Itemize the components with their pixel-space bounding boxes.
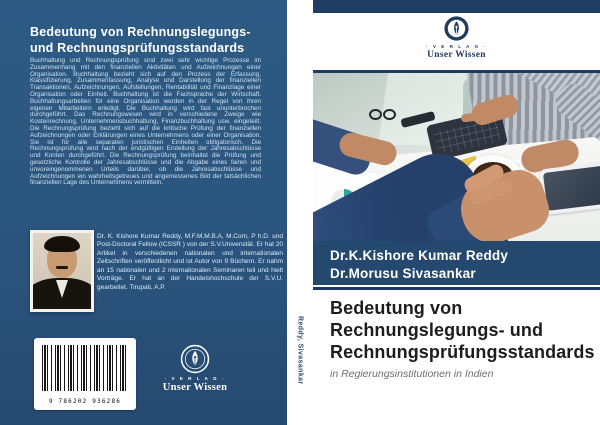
- back-cover-title: Bedeutung von Rechnungslegungs- und Rechnungsprüfungsstandards: [30, 25, 251, 55]
- back-cover-blurb: Buchhaltung und Rechnungsprüfung sind zwei sehr wichtige Prozesse im Zusammenhang mit den finanziellen Aktivitäten und Aufzeichnungen einer Organisation. Buchhaltung bezieht sich auf den Prozess der Erfassung, Klassifizierung, Zusammenfassung, Analyse und Darstellung der finanziellen Transaktionen, Aufzeichnungen, Aufstellungen, Rentabilität und Finanzlage einer Organisation oder Einheit. Buchhaltung ist die Fachsprache der Wirtschaft. Buchhaltungsarbeiten für eine Organisation werden in der Regel von ihren eigenen Mitarbeitern erledigt. Die Buchhaltung wird fast ununterbrochen durchgeführt. Das Rechnungswesen wird in verschiedene Zweige wie Kostenrechnung, Unternehmensbuchhaltung, Finanzbuchhaltung usw. eingeteilt. Die Rechnungsprüfung bezieht sich auf die kritische Prüfung der finanziellen Aufzeichnungen oder Erklärungen eines Unternehmens oder einer Organisation. Sie ist für alle separaten juristischen Einheiten obligatorisch. Die Rechnungsprüfung wird nach der endgültigen Erstellung der Jahresabschlüsse und Konten durchgeführt. Die Rechnungsprüfung beinhaltet die Prüfung und gesetzliche Kontrolle der Jahresabschlüsse und die Abgabe eines fairen und unvoreingenommenen Urteils darüber, ob die Jahresabschlüsse und Aufzeichnungen ein wahrheitsgetreues und angemessenes Bild der tatsächlichen finanziellen Lage des Unternehmens vermitteln.: [30, 57, 261, 187]
- barcode: [34, 338, 136, 410]
- tablet-screen: [543, 165, 600, 211]
- divider-line: [313, 287, 600, 290]
- top-accent-bar: [313, 0, 600, 13]
- front-subtitle: in Regierungsinstitutionen in Indien: [330, 368, 494, 380]
- pen-nib-emblem-icon: [443, 15, 470, 42]
- publisher-logo-back: [138, 344, 252, 393]
- publisher-name: Unser Wissen: [427, 50, 486, 60]
- portrait-mustache: [56, 266, 68, 269]
- eyeglasses-lens: [369, 109, 382, 120]
- spine-author-text: Reddy, Sivasankar: [296, 316, 304, 385]
- front-cover-panel: [313, 0, 600, 425]
- author-name: Dr.Morusu Sivasankar: [330, 265, 476, 281]
- author-photo: [30, 230, 94, 312]
- eyeglasses: [369, 109, 399, 120]
- eyeglasses-lens: [383, 109, 396, 120]
- author-bio: Dr. K. Kishore Kumar Reddy, M.F.M,M.B.A, M.Com, P h.D. und Post-Doctoral Fellow (ICSSR ) von der S.V.Universität. Er hat 20 Artikel in verschiedenen nationalen und internationalen Zeitschriften veröffentlicht und ist Autor von 9 Büchern. Er nahm an 15 nationalen und 2 internationalen Seminaren teil und hielt Vorträge. Er hat an der Handelshochschule der S.V.U. gearbeitet. Tirupati, A.P.: [97, 233, 283, 291]
- publisher-name: Unser Wissen: [162, 382, 228, 393]
- back-cover-panel: [0, 0, 287, 425]
- cover-photo: [313, 70, 600, 241]
- barcode-bars: [42, 345, 128, 391]
- authors-band: [313, 241, 600, 285]
- verlag-label: · V E R L A G ·: [426, 44, 487, 49]
- pen-nib-emblem-icon: [180, 344, 210, 374]
- spine: [287, 0, 313, 425]
- verlag-label: · V E R L A G ·: [164, 376, 226, 381]
- barcode-digits: 9 786202 936286: [48, 398, 122, 405]
- front-title: Bedeutung von Rechnungslegungs- und Rechnungsprüfungsstandards: [330, 298, 595, 362]
- author-name: Dr.K.Kishore Kumar Reddy: [330, 248, 509, 263]
- publisher-logo-front: [313, 15, 600, 60]
- portrait-hair: [44, 236, 80, 252]
